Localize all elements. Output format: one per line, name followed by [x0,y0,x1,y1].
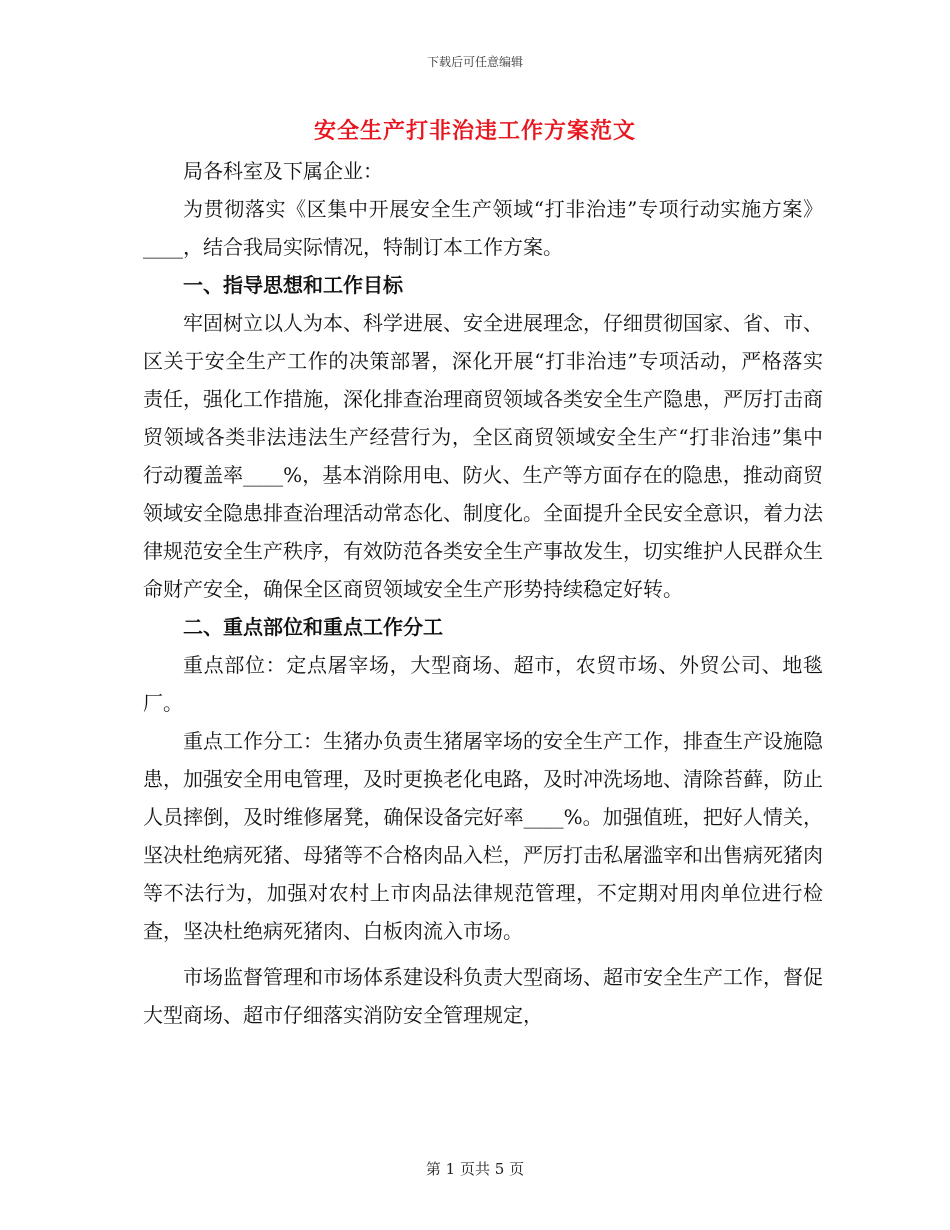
division-of-work-paragraph: 重点工作分工：生猪办负责生猪屠宰场的安全生产工作，排查生产设施隐患，加强安全用电管理，及时更换老化电路，及时冲洗场地、清除苔藓，防止人员摔倒，及时维修屠凳，确保设备完好率____%。加强值班，把好人情关，坚决杜绝病死猪、母猪等不合格肉品入栏，严厉打击私屠滥宰和出售病死猪肉等不法行为，加强对农村上市肉品法律规范管理，不定期对用肉单位进行检查，坚决杜绝病死猪肉、白板肉流入市场。 [143,729,823,943]
document-body [143,152,823,1034]
section1-paragraph: 牢固树立以人为本、科学进展、安全进展理念，仔细贯彻国家、省、市、区关于安全生产工作的决策部署，深化开展“打非治违”专项活动，严格落实责任，强化工作措施，深化排查治理商贸领域各类安全生产隐患，严厉打击商贸领域各类非法违法生产经营行为，全区商贸领域安全生产“打非治违”集中行动覆盖率____%，基本消除用电、防火、生产等方面存在的隐患，推动商贸领域安全隐患排查治理活动常态化、制度化。全面提升全民安全意识，着力法律规范安全生产秩序，有效防范各类安全生产事故发生，切实维护人民群众生命财产安全，确保全区商贸领域安全生产形势持续稳定好转。 [143,311,823,601]
intro-paragraph: 为贯彻落实《区集中开展安全生产领域“打非治违”专项行动实施方案》____，结合我局实际情况，特制订本工作方案。 [143,197,823,259]
document-title: 安全生产打非治违工作方案范文 [313,118,636,144]
page-footer: 第 1 页共 5 页 [425,1160,525,1178]
section-heading-2: 二、重点部位和重点工作分工 [183,615,443,639]
key-sites-paragraph: 重点部位：定点屠宰场，大型商场、超市，农贸市场、外贸公司、地毯厂。 [143,653,823,715]
header-note: 下载后可任意编辑 [426,55,523,69]
section-heading-1: 一、指导思想和工作目标 [183,273,403,297]
salutation: 局各科室及下属企业： [183,159,383,183]
market-supervision-paragraph: 市场监督管理和市场体系建设科负责大型商场、超市安全生产工作，督促大型商场、超市仔细落实消防安全管理规定， [143,965,823,1027]
